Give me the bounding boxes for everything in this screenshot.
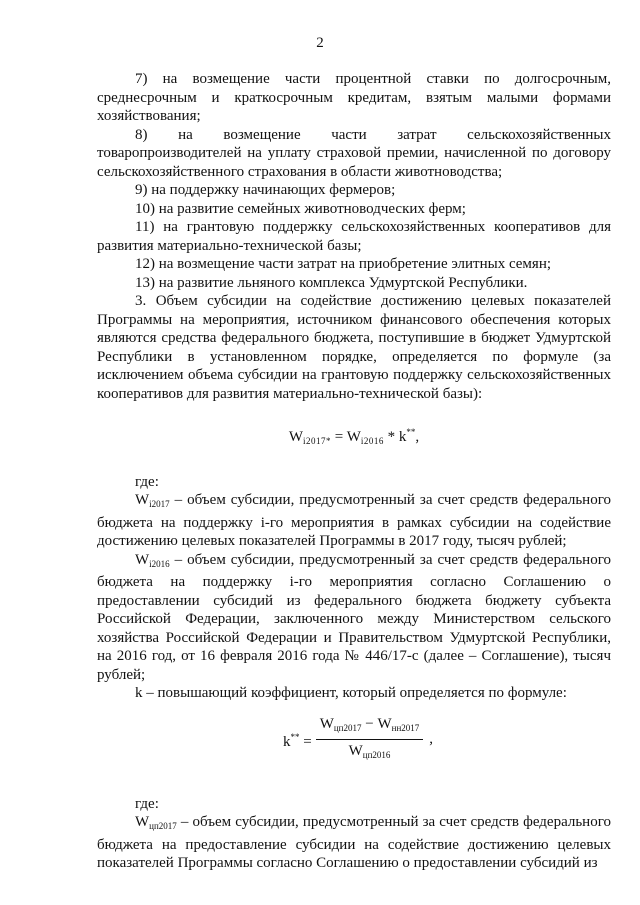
list-item-8: 8) на возмещение части затрат сельскохозяйственных товаропроизводителей на уплату страховой премии, начисленной по договору сельскохозяйственного страхования в области животноводства; [97,126,611,180]
formula-subsidy-volume [97,423,611,451]
list-item-9: 9) на поддержку начинающих фермеров; [135,182,396,198]
fraction-denominator [345,740,395,765]
paragraph-3: 3. Объем субсидии на содействие достижению целевых показателей Программы на мероприятия, источником финансового обеспечения которых являются средства федерального бюджета, поступившие в бюджет Удмуртской Республики в установленном порядке, определяется по формуле (за исключением объема субсидии на грантовую поддержку сельскохозяйственных кооперативов для развития материально-технической базы): [97,293,611,402]
den-sub: цп2016 [362,750,391,760]
def-text: – объем субсидии, предусмотренный за счет средств федерального бюджета на поддержку i-го мероприятия в рамках субсидии на содействие достижению целевых показателей Программы в 2017 году, тысяч рублей; [97,492,611,549]
fraction-numerator [316,715,424,741]
formula-k-lhs [283,728,312,752]
definition-k: k – повышающий коэффициент, который определяется по формуле: [135,685,567,701]
definition-w2016 [97,551,611,685]
def-text: – объем субсидии, предусмотренный за счет средств федерального бюджета на поддержку i-го мероприятия согласно Соглашению о предоставлении субсидий из федерального бюджета бюджету субъекта Российской Федерации, заключенного между Министерством сельского хозяйства Российской Федерации и Правительством Удмуртской Республики, на 2016 год, от 16 февраля 2016 года № 446/17-с (далее – Соглашение), тысяч рублей; [97,551,611,683]
formula-lhs: W [288,429,303,445]
k-sup: ** [290,731,300,742]
def-symbol: W [135,492,150,508]
list-item-13: 13) на развитие льняного комплекса Удмуртской Республики. [135,274,528,291]
def-symbol-sub: i2017 [149,499,170,509]
formula-rhs-sub: i2016 [360,436,384,446]
formula-sup: ** [406,427,416,437]
def-symbol: W [135,814,150,830]
formula-mult: * k [383,429,407,445]
definition-w2017 [97,491,611,551]
document-body [97,70,611,873]
formula-rhs: W [346,429,361,445]
k-eq: = [299,733,312,750]
where-label-1: где: [135,473,159,490]
formula-k-end: , [429,731,434,748]
def-symbol: W [135,551,150,568]
list-item-7: 7) на возмещение части процентной ставки по долгосрочным, среднесрочным и краткосрочным кредитам, взятым малыми формами хозяйствования; [97,71,611,124]
def-symbol-sub: цп2017 [149,821,177,831]
definition-wcp2017 [97,813,611,873]
list-item-11: 11) на грантовую поддержку сельскохозяйственных кооперативов для развития материально-технической базы; [97,219,611,254]
page-number: 2 [316,35,324,51]
den: W [348,743,363,759]
num-b-sub: нн2017 [391,722,420,733]
where-label-2: где: [135,795,159,812]
formula-coefficient [97,715,611,765]
list-item-10: 10) на развитие семейных животноводческих ферм; [135,200,466,217]
k-symbol: k [282,733,291,750]
list-item-12: 12) на возмещение части затрат на приобретение элитных семян; [135,256,552,272]
formula-lhs-sub: i2017* [303,436,332,446]
def-symbol-sub: i2016 [149,558,170,569]
num-a-sub: цп2017 [333,722,362,733]
def-text: – объем субсидии, предусмотренный за счет средств федерального бюджета на предоставление субсидии на содействие достижению целевых показателей Программы согласно Соглашению о предоставлении субсидий из [97,814,611,871]
minus-sign: − [361,715,378,732]
num-b: W [377,715,392,732]
num-a: W [319,715,334,732]
fraction [316,715,424,765]
formula-end: , [415,429,420,445]
formula-eq: = [331,429,347,445]
